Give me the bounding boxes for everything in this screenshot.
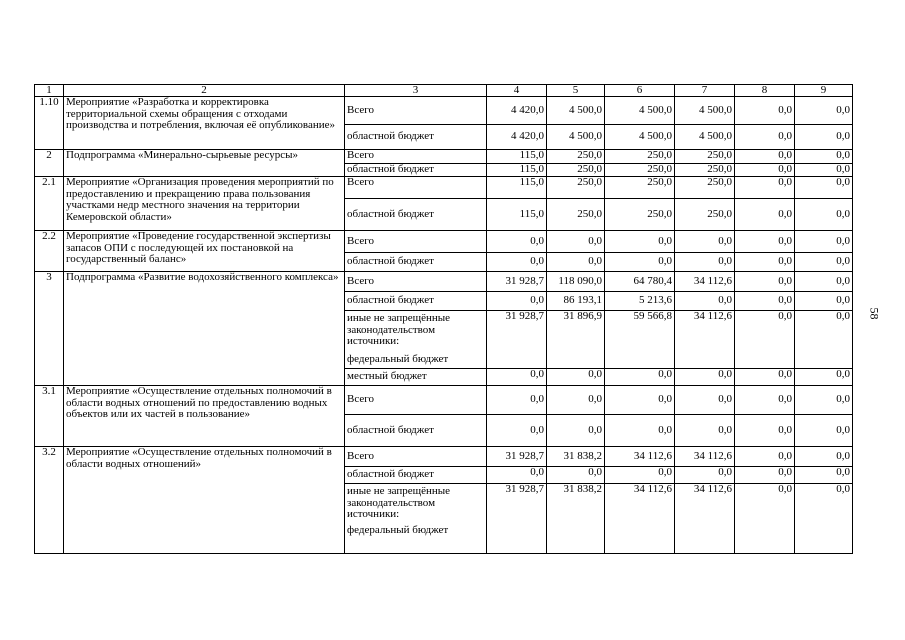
value-cell: 4 500,0 <box>675 125 735 150</box>
value-cell: 0,0 <box>795 164 853 177</box>
value-cell: 31 838,2 <box>547 447 605 467</box>
value-cell: 0,0 <box>795 467 853 484</box>
value-cell: 0,0 <box>795 484 853 554</box>
table-row <box>35 177 853 199</box>
value-cell: 34 112,6 <box>605 447 675 467</box>
table-row <box>35 447 853 467</box>
value-cell: 115,0 <box>487 199 547 231</box>
row-title: Мероприятие «Организация проведения мероприятий по предоставлению и прекращению права пользования участками недр местного значения на территории Кемеровской области» <box>64 177 345 231</box>
value-cell: 0,0 <box>735 369 795 386</box>
source-label: областной бюджет <box>345 125 487 150</box>
value-cell: 0,0 <box>675 369 735 386</box>
value-cell: 31 896,9 <box>547 311 605 369</box>
value-cell: 0,0 <box>735 97 795 125</box>
value-cell: 0,0 <box>735 292 795 311</box>
value-cell: 0,0 <box>675 467 735 484</box>
value-cell: 0,0 <box>675 292 735 311</box>
table-row <box>35 150 853 164</box>
source-group-label: иные не запрещённые законодательством источники: <box>347 312 451 347</box>
row-title: Мероприятие «Разработка и корректировка территориальной схемы обращения с отходами производства и потребления, включая её опубликование» <box>64 97 345 150</box>
budget-table <box>34 84 853 554</box>
source-label <box>345 484 487 554</box>
value-cell: 0,0 <box>675 386 735 415</box>
table-row <box>35 231 853 253</box>
value-cell: 4 500,0 <box>547 125 605 150</box>
value-cell: 0,0 <box>735 484 795 554</box>
value-cell: 4 500,0 <box>605 97 675 125</box>
value-cell: 4 420,0 <box>487 125 547 150</box>
row-number: 3.1 <box>35 386 64 447</box>
value-cell: 0,0 <box>735 199 795 231</box>
table-row <box>35 386 853 415</box>
value-cell: 0,0 <box>795 386 853 415</box>
value-cell: 0,0 <box>605 415 675 447</box>
header-cell: 3 <box>345 85 487 97</box>
value-cell: 0,0 <box>735 231 795 253</box>
value-cell: 250,0 <box>605 164 675 177</box>
value-cell: 0,0 <box>795 150 853 164</box>
value-cell: 250,0 <box>605 199 675 231</box>
value-cell: 34 112,6 <box>605 484 675 554</box>
value-cell: 250,0 <box>675 199 735 231</box>
value-cell: 0,0 <box>605 386 675 415</box>
value-cell: 250,0 <box>605 150 675 164</box>
value-cell: 0,0 <box>675 415 735 447</box>
value-cell: 0,0 <box>795 369 853 386</box>
value-cell: 31 838,2 <box>547 484 605 554</box>
value-cell: 115,0 <box>487 177 547 199</box>
source-sub-label: федеральный бюджет <box>347 352 449 365</box>
row-title: Подпрограмма «Развитие водохозяйственного комплекса» <box>64 272 345 386</box>
source-label: Всего <box>345 386 487 415</box>
source-label: Всего <box>345 231 487 253</box>
value-cell: 0,0 <box>795 199 853 231</box>
source-label: областной бюджет <box>345 253 487 272</box>
source-group-label: иные не запрещённые законодательством источники: <box>347 485 451 520</box>
value-cell: 0,0 <box>547 369 605 386</box>
value-cell: 0,0 <box>605 369 675 386</box>
value-cell: 0,0 <box>795 415 853 447</box>
value-cell: 64 780,4 <box>605 272 675 292</box>
value-cell: 0,0 <box>795 125 853 150</box>
value-cell: 0,0 <box>547 386 605 415</box>
value-cell: 0,0 <box>795 97 853 125</box>
value-cell: 4 500,0 <box>675 97 735 125</box>
value-cell: 31 928,7 <box>487 484 547 554</box>
value-cell: 31 928,7 <box>487 311 547 369</box>
value-cell: 0,0 <box>735 272 795 292</box>
value-cell: 0,0 <box>795 447 853 467</box>
source-label: областной бюджет <box>345 199 487 231</box>
value-cell: 0,0 <box>487 415 547 447</box>
header-cell: 9 <box>795 85 853 97</box>
source-label: местный бюджет <box>345 369 487 386</box>
value-cell: 250,0 <box>675 150 735 164</box>
value-cell: 0,0 <box>795 177 853 199</box>
header-cell: 7 <box>675 85 735 97</box>
value-cell: 0,0 <box>795 231 853 253</box>
source-label: Всего <box>345 150 487 164</box>
value-cell: 0,0 <box>547 253 605 272</box>
value-cell: 250,0 <box>547 177 605 199</box>
value-cell: 0,0 <box>547 467 605 484</box>
header-cell: 6 <box>605 85 675 97</box>
value-cell: 0,0 <box>605 231 675 253</box>
value-cell: 0,0 <box>487 231 547 253</box>
value-cell: 4 420,0 <box>487 97 547 125</box>
source-label <box>345 311 487 369</box>
value-cell: 4 500,0 <box>605 125 675 150</box>
value-cell: 34 112,6 <box>675 447 735 467</box>
value-cell: 0,0 <box>487 292 547 311</box>
value-cell: 250,0 <box>675 177 735 199</box>
value-cell: 0,0 <box>795 311 853 369</box>
value-cell: 0,0 <box>735 386 795 415</box>
value-cell: 0,0 <box>487 386 547 415</box>
value-cell: 0,0 <box>547 231 605 253</box>
value-cell: 250,0 <box>605 177 675 199</box>
row-number: 3 <box>35 272 64 386</box>
value-cell: 0,0 <box>735 164 795 177</box>
value-cell: 86 193,1 <box>547 292 605 311</box>
value-cell: 250,0 <box>547 164 605 177</box>
row-number: 2.2 <box>35 231 64 272</box>
row-title: Мероприятие «Осуществление отдельных полномочий в области водных отношений» <box>64 447 345 554</box>
value-cell: 118 090,0 <box>547 272 605 292</box>
value-cell: 34 112,6 <box>675 272 735 292</box>
value-cell: 0,0 <box>735 253 795 272</box>
table-row <box>35 97 853 125</box>
value-cell: 31 928,7 <box>487 272 547 292</box>
table-row <box>35 272 853 292</box>
row-title: Мероприятие «Осуществление отдельных полномочий в области водных отношений по предоставлению водных объектов или их частей в пользование» <box>64 386 345 447</box>
source-label: областной бюджет <box>345 292 487 311</box>
value-cell: 4 500,0 <box>547 97 605 125</box>
value-cell: 0,0 <box>795 272 853 292</box>
value-cell: 0,0 <box>487 467 547 484</box>
value-cell: 0,0 <box>605 253 675 272</box>
header-row <box>35 85 853 97</box>
value-cell: 115,0 <box>487 164 547 177</box>
value-cell: 250,0 <box>675 164 735 177</box>
header-cell: 8 <box>735 85 795 97</box>
value-cell: 0,0 <box>735 447 795 467</box>
header-cell: 4 <box>487 85 547 97</box>
value-cell: 0,0 <box>735 125 795 150</box>
value-cell: 0,0 <box>547 415 605 447</box>
value-cell: 0,0 <box>795 292 853 311</box>
row-title: Подпрограмма «Минерально-сырьевые ресурсы» <box>64 150 345 177</box>
value-cell: 0,0 <box>735 177 795 199</box>
row-number: 2 <box>35 150 64 177</box>
value-cell: 0,0 <box>487 253 547 272</box>
value-cell: 0,0 <box>735 311 795 369</box>
source-label: Всего <box>345 97 487 125</box>
row-number: 1.10 <box>35 97 64 150</box>
value-cell: 0,0 <box>735 150 795 164</box>
header-cell: 2 <box>64 85 345 97</box>
source-label: Всего <box>345 177 487 199</box>
value-cell: 5 213,6 <box>605 292 675 311</box>
value-cell: 250,0 <box>547 199 605 231</box>
value-cell: 0,0 <box>735 415 795 447</box>
value-cell: 0,0 <box>675 253 735 272</box>
value-cell: 0,0 <box>675 231 735 253</box>
source-label: областной бюджет <box>345 415 487 447</box>
header-cell: 5 <box>547 85 605 97</box>
value-cell: 31 928,7 <box>487 447 547 467</box>
value-cell: 0,0 <box>487 369 547 386</box>
source-label: Всего <box>345 447 487 467</box>
row-number: 3.2 <box>35 447 64 554</box>
value-cell: 59 566,8 <box>605 311 675 369</box>
source-label: Всего <box>345 272 487 292</box>
source-sub-label: федеральный бюджет <box>347 523 449 536</box>
value-cell: 0,0 <box>735 467 795 484</box>
source-label: областной бюджет <box>345 467 487 484</box>
value-cell: 34 112,6 <box>675 311 735 369</box>
value-cell: 34 112,6 <box>675 484 735 554</box>
source-label: областной бюджет <box>345 164 487 177</box>
value-cell: 0,0 <box>795 253 853 272</box>
value-cell: 0,0 <box>605 467 675 484</box>
header-cell: 1 <box>35 85 64 97</box>
page-number: 58 <box>867 307 882 320</box>
value-cell: 250,0 <box>547 150 605 164</box>
row-title: Мероприятие «Проведение государственной экспертизы запасов ОПИ с последующей их постановкой на государственный баланс» <box>64 231 345 272</box>
row-number: 2.1 <box>35 177 64 231</box>
value-cell: 115,0 <box>487 150 547 164</box>
